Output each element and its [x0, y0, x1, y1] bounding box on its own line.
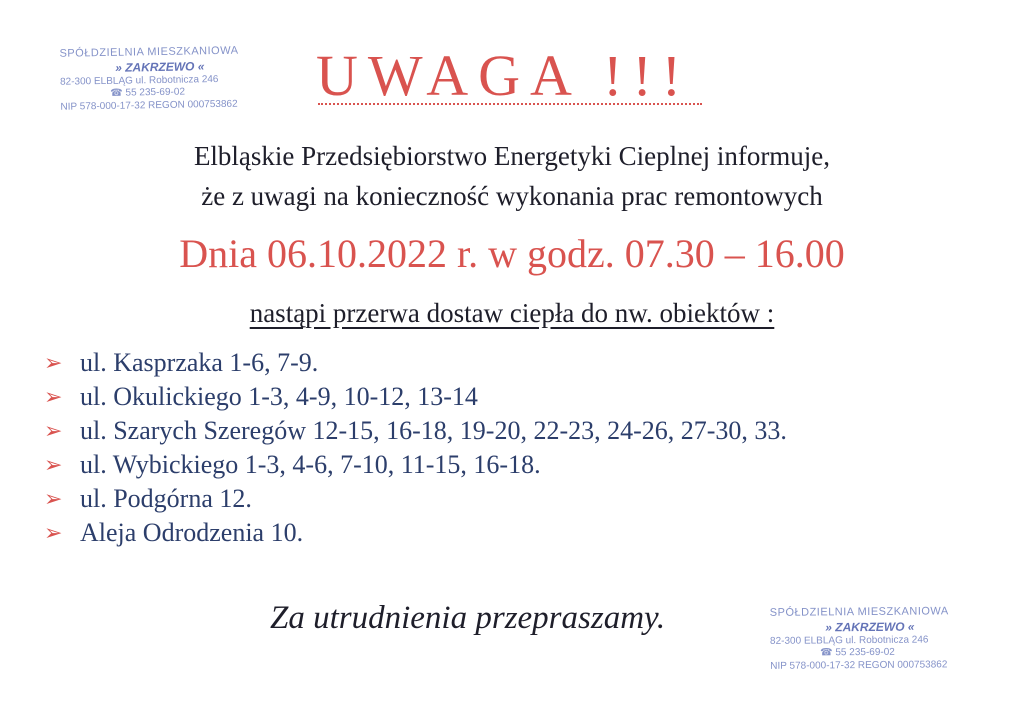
stamp-ids: NIP 578-000-17-32 REGON 000753862	[770, 659, 948, 672]
outage-date: Dnia 06.10.2022 r. w godz. 07.30 – 16.00	[179, 231, 845, 276]
stamp-brand: » ZAKRZEWO «	[825, 619, 915, 635]
stamp-phone: ☎ 55 235-69-02	[820, 647, 895, 659]
notice-title: UWAGA !!!	[316, 43, 692, 108]
arrow-right-icon: ➢	[44, 350, 63, 376]
stamp-phone: ☎ 55 235-69-02	[110, 86, 186, 100]
list-item	[44, 346, 984, 380]
title-underline	[318, 103, 702, 105]
stamp-brand: » ZAKRZEWO «	[114, 58, 205, 75]
list-item	[44, 516, 984, 550]
stamp-address: 82-300 ELBLĄG ul. Robotnicza 246	[769, 634, 929, 647]
list-item-text: ul. Podgórna 12.	[80, 484, 252, 513]
intro-line-2: że z uwagi na konieczność wykonania prac remontowych	[201, 181, 823, 211]
cooperative-stamp-top	[59, 44, 260, 114]
list-item	[44, 414, 984, 448]
list-item	[44, 380, 984, 414]
intro-text	[40, 136, 984, 216]
apology-text: Za utrudnienia przepraszamy.	[270, 600, 666, 636]
stamp-name: SPÓŁDZIELNIA MIESZKANIOWA	[769, 605, 949, 619]
arrow-right-icon: ➢	[44, 418, 63, 444]
arrow-right-icon: ➢	[44, 486, 63, 512]
arrow-right-icon: ➢	[44, 452, 63, 478]
cooperative-stamp-bottom	[770, 605, 971, 673]
stamp-address: 82-300 ELBLĄG ul. Robotnicza 246	[59, 73, 219, 88]
intro-line-1: Elbląskie Przedsiębiorstwo Energetyki Cieplnej informuje,	[193, 141, 831, 171]
affected-buildings-list	[44, 346, 984, 550]
list-item-text: ul. Wybickiego 1-3, 4-6, 7-10, 11-15, 16-18.	[80, 450, 541, 479]
outage-notice	[40, 298, 984, 329]
list-item	[44, 448, 984, 482]
list-item-text: ul. Szarych Szeregów 12-15, 16-18, 19-20, 22-23, 24-26, 27-30, 33.	[80, 416, 787, 445]
list-item-text: ul. Kasprzaka 1-6, 7-9.	[80, 348, 319, 377]
outage-notice-text: nastąpi przerwa dostaw ciepła do nw. obiektów :	[249, 298, 775, 328]
stamp-name: SPÓŁDZIELNIA MIESZKANIOWA	[59, 44, 239, 60]
list-item-text: Aleja Odrodzenia 10.	[80, 518, 304, 547]
list-item-text: ul. Okulickiego 1-3, 4-9, 10-12, 13-14	[80, 382, 478, 411]
arrow-right-icon: ➢	[44, 520, 63, 546]
list-item	[44, 482, 984, 516]
arrow-right-icon: ➢	[44, 384, 63, 410]
stamp-ids: NIP 578-000-17-32 REGON 000753862	[60, 98, 238, 113]
